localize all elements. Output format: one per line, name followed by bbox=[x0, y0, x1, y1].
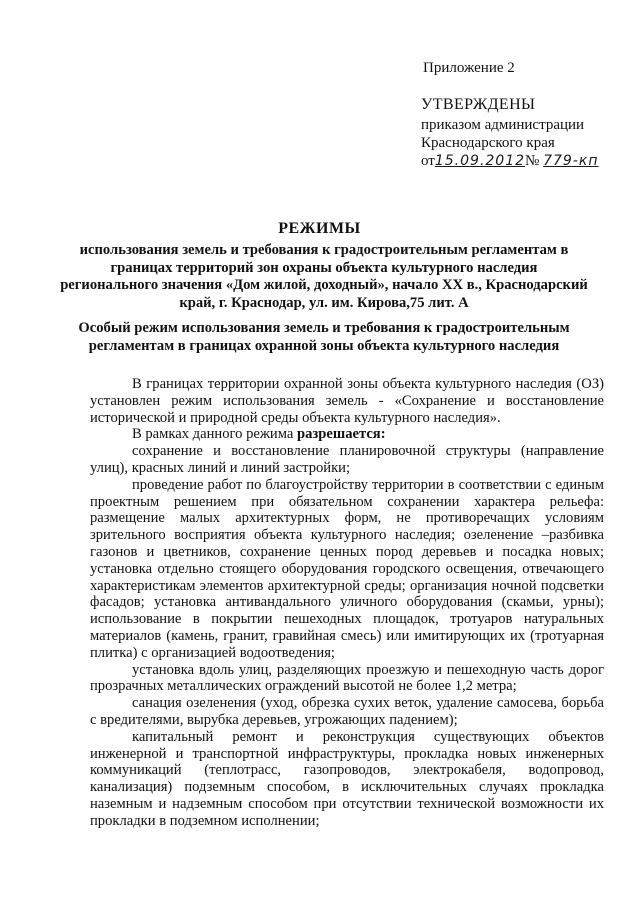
number-prefix: № bbox=[525, 153, 540, 169]
approved-heading: УТВЕРЖДЕНЫ bbox=[421, 96, 536, 113]
order-line-2: Краснодарского края bbox=[421, 135, 555, 151]
paragraph-2-bold: разрешается: bbox=[297, 426, 386, 443]
order-line-1: приказом администрации bbox=[421, 117, 585, 133]
paragraph-5: установка вдоль улиц, разделяющих проезжую и пешеходную часть дорог прозрачных металлических ограждений высотой не более 1,2 метра; bbox=[90, 661, 604, 695]
document-subtitle: использования земель и требования к градостроительным регламентам в границах территорий зон охраны объекта культурного наследия регионального значения «Дом жилой, доходный», начало XX в., Краснодарский край, г. Краснодар, ул. им. Кирова,75 лит. А bbox=[60, 242, 588, 311]
order-date-line bbox=[421, 152, 598, 170]
handwritten-number: 779-кп bbox=[543, 153, 599, 169]
appendix-label: Приложение 2 bbox=[423, 60, 515, 76]
document-title: РЕЖИМЫ bbox=[278, 220, 361, 237]
section-heading: Особый режим использования земель и требования к градостроительным регламентам в границах охранной зоны объекта культурного наследия bbox=[78, 320, 570, 354]
date-prefix: от bbox=[421, 153, 435, 169]
handwritten-date: 15.09.2012 bbox=[434, 153, 526, 169]
paragraph-2 bbox=[90, 426, 604, 443]
paragraph-7: капитальный ремонт и реконструкция существующих объектов инженерной и транспортной инфраструктуры, прокладка новых инженерных коммуникаций (теплотрасс, газопроводов, электрокабеля, водопровод, канализация) подземным способом, в исключительных случаях прокладка наземным и надземным способом при отсутствии технической возможности их прокладки в подземном исполнении; bbox=[90, 728, 604, 829]
approval-block bbox=[421, 96, 598, 170]
paragraph-4: проведение работ по благоустройству территории в соответствии с единым проектным решением при обязательном сохранении характера рельефа: размещение малых архитектурных форм, не противоречащих условиям зрительного восприятия объекта культурного наследия; озеленение –разбивка газонов и цветников, сохранение ценных пород деревьев и посадка новых; установка отдельно стоящего оборудования городского освещения, отвечающего характеристикам элементов архитектурной среды; организация ночной подсветки фасадов; установка антивандального уличного оборудования (скамьи, урны); использование в покрытии пешеходных площадок, тротуаров натуральных материалов (камень, гранит, гравийная смесь) или имитирующих их (тротуарная плитка) с организацией водоотведения; bbox=[90, 476, 604, 661]
paragraph-1: В границах территории охранной зоны объекта культурного наследия (ОЗ) установлен режим использования земель - «Сохранение и восстановление исторической и природной среды объекта культурного наследия». bbox=[90, 376, 604, 426]
paragraph-3: сохранение и восстановление планировочной структуры (направление улиц), красных линий и линий застройки; bbox=[90, 443, 604, 476]
document-body bbox=[90, 376, 604, 830]
paragraph-2-text: В рамках данного режима bbox=[132, 426, 294, 443]
paragraph-6: санация озеленения (уход, обрезка сухих веток, удаление самосева, борьба с вредителями, вырубка деревьев, угрожающих падением); bbox=[90, 695, 604, 728]
